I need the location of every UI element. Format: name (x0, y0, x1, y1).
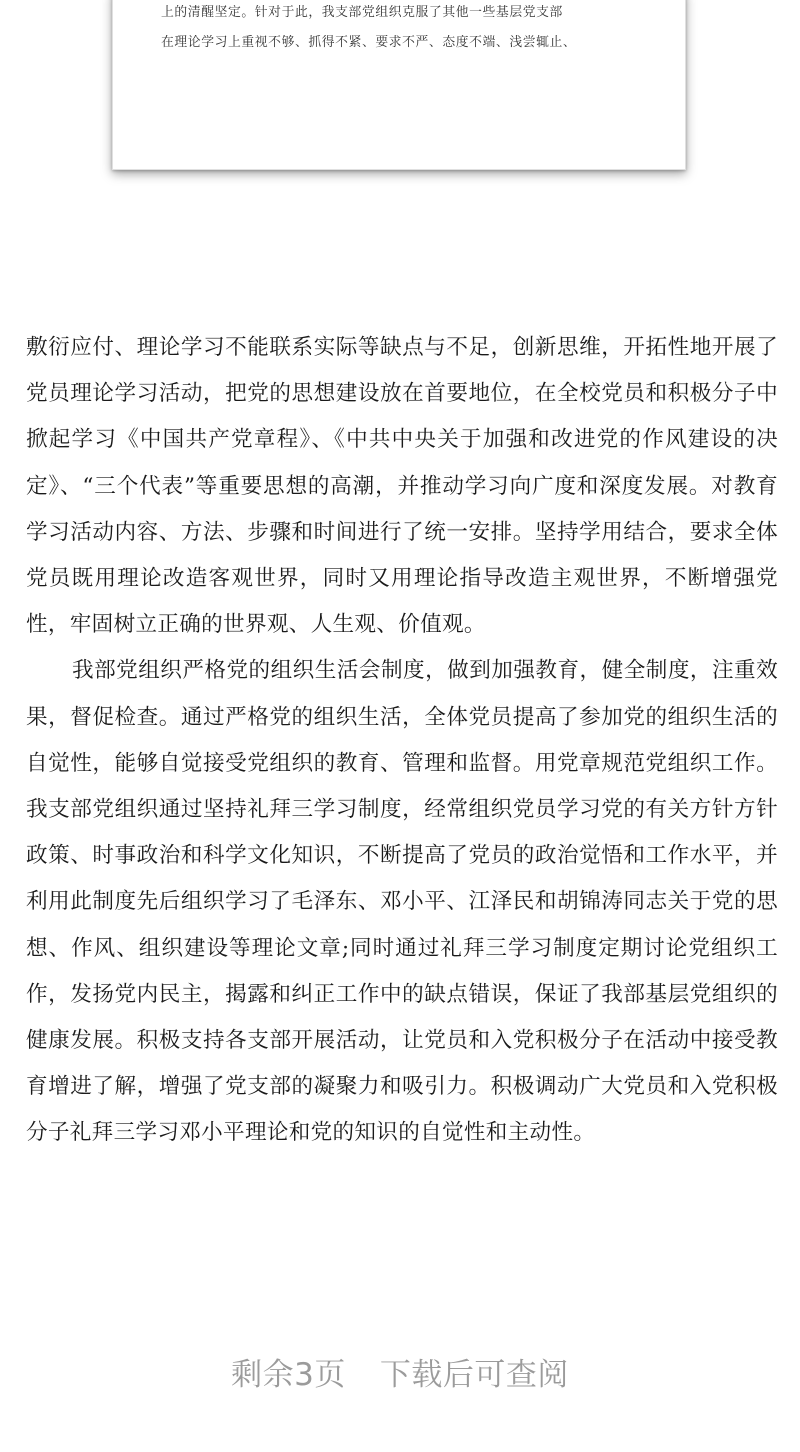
document-preview-card (112, 0, 686, 170)
remaining-pages-label: 剩余3页 (231, 1357, 346, 1393)
document-body (26, 325, 778, 1157)
body-paragraph: 敷衍应付、理论学习不能联系实际等缺点与不足，创新思维，开拓性地开展了党员理论学习活动，把党的思想建设放在首要地位，在全校党员和积极分子中掀起学习《中国共产党章程》、《中共中央关于加强和改进党的作风建设的决定》、“三个代表”等重要思想的高潮，并推动学习向广度和深度发展。对教育学习活动内容、方法、步骤和时间进行了统一安排。坚持学用结合，要求全体党员既用理论改造客观世界，同时又用理论指导改造主观世界，不断增强党性，牢固树立正确的世界观、人生观、价值观。 (26, 335, 778, 638)
preview-text-line: 在理论学习上重视不够、抓得不紧、要求不严、态度不端、浅尝辄止、 (161, 35, 577, 50)
body-paragraph: 我部党组织严格党的组织生活会制度，做到加强教育，健全制度，注重效果，督促检查。通过严格党的组织生活，全体党员提高了参加党的组织生活的自觉性，能够自觉接受党组织的教育、管理和监督。用党章规范党组织工作。我支部党组织通过坚持礼拜三学习制度，经常组织党员学习党的有关方针方针政策、时事政治和科学文化知识，不断提高了党员的政治觉悟和工作水平，并利用此制度先后组织学习了毛泽东、邓小平、江泽民和胡锦涛同志关于党的思想、作风、组织建设等理论文章;同时通过礼拜三学习制度定期讨论党组织工作，发扬党内民主，揭露和纠正工作中的缺点错误，保证了我部基层党组织的健康发展。积极支持各支部开展活动，让党员和入党积极分子在活动中接受教育增进了解，增强了党支部的凝聚力和吸引力。积极调动广大党员和入党积极分子礼拜三学习邓小平理论和党的知识的自觉性和主动性。 (26, 658, 778, 1146)
download-action-label: 下载后可查阅 (379, 1357, 569, 1393)
preview-text-line: 上的清醒坚定。针对于此，我支部党组织克服了其他一些基层党支部 (161, 5, 563, 20)
download-to-read-more-button[interactable] (0, 1350, 800, 1400)
